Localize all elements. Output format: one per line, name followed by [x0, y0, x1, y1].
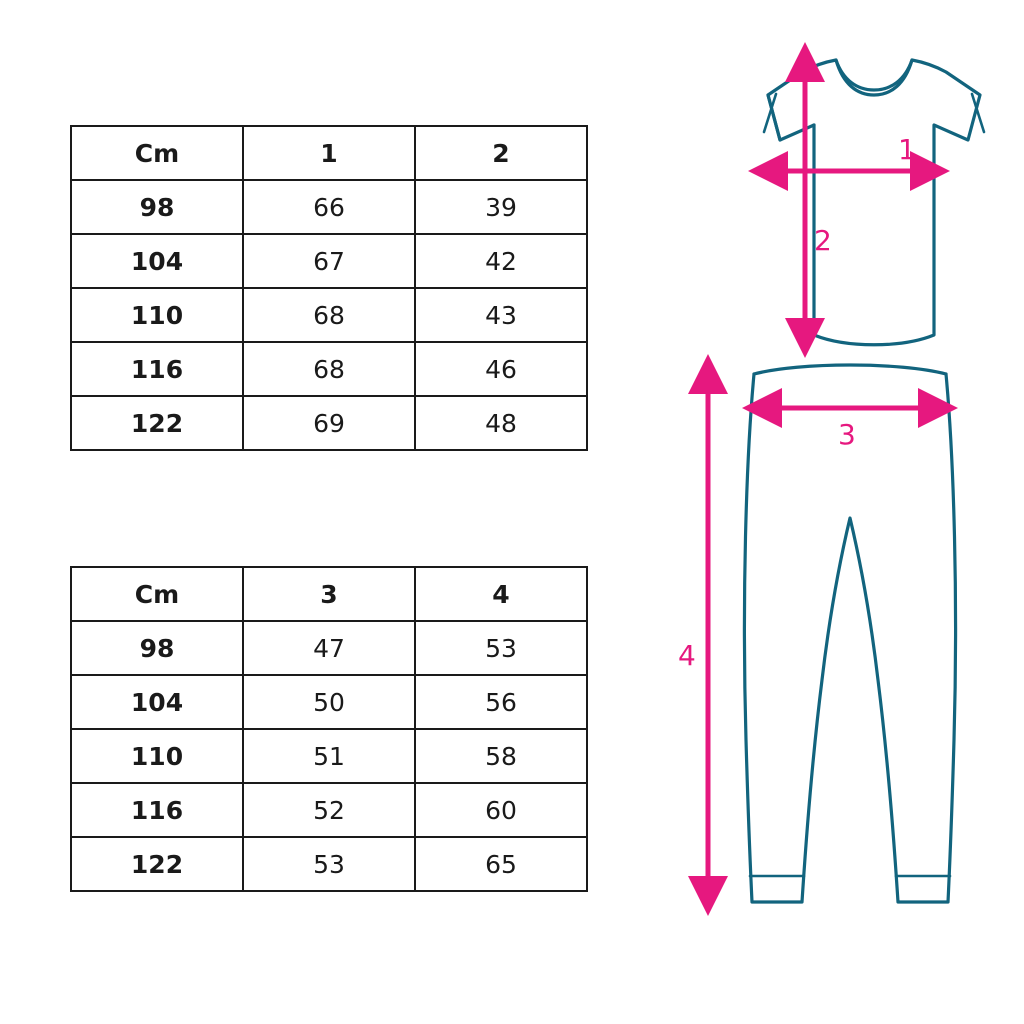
size-label: 98: [71, 180, 243, 234]
measure-label-3: 3: [838, 418, 856, 451]
value-col-2: 39: [415, 180, 587, 234]
value-col-2: 42: [415, 234, 587, 288]
size-label: 104: [71, 675, 243, 729]
table-row: [71, 180, 587, 234]
value-col-1: 69: [243, 396, 415, 450]
value-col-1: 68: [243, 342, 415, 396]
table-header-row: [71, 567, 587, 621]
size-label: 122: [71, 837, 243, 891]
table-header-row: [71, 126, 587, 180]
table-row: [71, 234, 587, 288]
tshirt-illustration: [764, 60, 984, 345]
table-row: [71, 729, 587, 783]
column-header-4: 4: [415, 567, 587, 621]
value-col-3: 51: [243, 729, 415, 783]
size-label: 110: [71, 288, 243, 342]
table-row: [71, 342, 587, 396]
size-label: 122: [71, 396, 243, 450]
size-label: 110: [71, 729, 243, 783]
value-col-4: 56: [415, 675, 587, 729]
value-col-3: 52: [243, 783, 415, 837]
value-col-3: 50: [243, 675, 415, 729]
table-row: [71, 675, 587, 729]
value-col-1: 66: [243, 180, 415, 234]
size-label: 116: [71, 342, 243, 396]
value-col-2: 43: [415, 288, 587, 342]
table-row: [71, 783, 587, 837]
value-col-4: 58: [415, 729, 587, 783]
value-col-4: 65: [415, 837, 587, 891]
value-col-3: 47: [243, 621, 415, 675]
table-row: [71, 837, 587, 891]
garment-measurement-diagram: [650, 40, 1010, 950]
measure-label-2: 2: [814, 224, 832, 257]
column-header-2: 2: [415, 126, 587, 180]
value-col-1: 67: [243, 234, 415, 288]
size-table-bottom: [70, 566, 588, 892]
value-col-2: 46: [415, 342, 587, 396]
table-row: [71, 621, 587, 675]
value-col-2: 48: [415, 396, 587, 450]
measure-label-1: 1: [898, 133, 916, 166]
size-label: 116: [71, 783, 243, 837]
measure-label-4: 4: [678, 639, 696, 672]
table-row: [71, 396, 587, 450]
value-col-4: 60: [415, 783, 587, 837]
value-col-3: 53: [243, 837, 415, 891]
value-col-4: 53: [415, 621, 587, 675]
size-label: 98: [71, 621, 243, 675]
column-header-cm: Cm: [71, 126, 243, 180]
column-header-3: 3: [243, 567, 415, 621]
size-table-top: [70, 125, 588, 451]
value-col-1: 68: [243, 288, 415, 342]
column-header-cm: Cm: [71, 567, 243, 621]
column-header-1: 1: [243, 126, 415, 180]
table-row: [71, 288, 587, 342]
size-label: 104: [71, 234, 243, 288]
